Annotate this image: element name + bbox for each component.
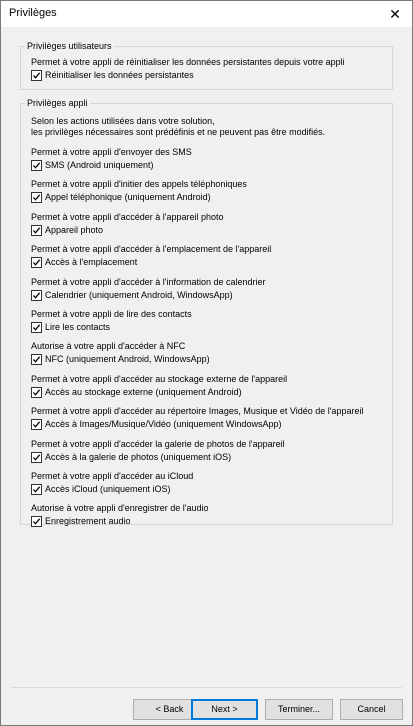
checkbox-label: Lire les contacts	[45, 322, 111, 332]
checkbox-label: Calendrier (uniquement Android, WindowsApp)	[45, 289, 233, 300]
checkmark-icon	[32, 258, 41, 267]
privilege-description: Permet à votre appli d'initier des appels téléphoniques	[31, 179, 247, 190]
checkbox-label: Accès à la galerie de photos (uniquement iOS)	[45, 451, 232, 462]
checkbox-label: SMS (Android uniquement)	[45, 160, 154, 170]
checkbox-box[interactable]	[31, 160, 42, 171]
user-privileges-legend: Privilèges utilisateurs	[27, 41, 112, 51]
checkmark-icon	[32, 323, 41, 332]
checkbox-label: Enregistrement audio	[45, 516, 131, 527]
privilege-checkbox[interactable]	[31, 192, 211, 205]
back-button[interactable]: < Back	[133, 699, 206, 720]
privilege-checkbox[interactable]	[31, 484, 171, 497]
checkbox-box[interactable]	[31, 290, 42, 301]
privilege-checkbox[interactable]	[31, 419, 281, 432]
privilege-checkbox[interactable]	[31, 516, 131, 529]
title-bar	[1, 1, 412, 27]
app-privileges-legend: Privilèges appli	[27, 98, 88, 108]
checkbox-box[interactable]	[31, 257, 42, 268]
checkbox-label: NFC (uniquement Android, WindowsApp)	[45, 354, 210, 365]
cancel-button[interactable]: Cancel	[340, 699, 403, 720]
checkbox-label: Accès iCloud (uniquement iOS)	[45, 484, 171, 494]
checkbox-box[interactable]	[31, 225, 42, 236]
checkbox-label: Réinitialiser les données persistantes	[45, 70, 194, 80]
checkbox-label: Appareil photo	[45, 224, 104, 235]
checkbox-box[interactable]	[31, 516, 42, 527]
checkmark-icon	[32, 161, 41, 170]
privilege-checkbox[interactable]	[31, 452, 231, 465]
privilege-description: Permet à votre appli d'accéder à l'emplacement de l'appareil	[31, 244, 272, 255]
checkbox-label: Accès au stockage externe (uniquement Android)	[45, 386, 242, 397]
privilege-description: Autorise à votre appli d'enregistrer de l'audio	[31, 503, 209, 514]
checkbox-box[interactable]	[31, 484, 42, 495]
app-privileges-intro-line1: Selon les actions utilisées dans votre solution,	[31, 116, 215, 126]
privilege-checkbox[interactable]	[31, 322, 110, 335]
privilege-description: Permet à votre appli d'envoyer des SMS	[31, 147, 192, 157]
checkbox-box[interactable]	[31, 387, 42, 398]
checkmark-icon	[32, 355, 41, 364]
checkmark-icon	[32, 453, 41, 462]
privilege-checkbox[interactable]	[31, 354, 210, 367]
app-privileges-intro-line2: les privilèges nécessaires sont prédéfinis et ne peuvent pas être modifiés.	[31, 127, 326, 137]
finish-button[interactable]: Terminer...	[265, 699, 333, 720]
checkbox-box[interactable]	[31, 192, 42, 203]
privilege-description: Permet à votre appli d'accéder à l'appareil photo	[31, 211, 224, 222]
privilege-checkbox[interactable]	[31, 387, 242, 400]
privilege-checkbox[interactable]	[31, 290, 233, 303]
checkbox-box[interactable]	[31, 322, 42, 333]
checkbox-label: Accès à Images/Musique/Vidéo (uniquement WindowsApp)	[45, 419, 282, 430]
privilege-description: Permet à votre appli d'accéder à l'information de calendrier	[31, 276, 266, 287]
privilege-description: Permet à votre appli de lire des contacts	[31, 309, 192, 319]
checkbox-label: Accès à l'emplacement	[45, 257, 138, 268]
privilege-description: Permet à votre appli d'accéder au stockage externe de l'appareil	[31, 373, 288, 384]
checkmark-icon	[32, 485, 41, 494]
checkmark-icon	[32, 388, 41, 397]
privilege-checkbox[interactable]	[31, 160, 154, 173]
checkmark-icon	[32, 71, 41, 80]
checkmark-icon	[32, 517, 41, 526]
privilege-checkbox[interactable]	[31, 257, 137, 270]
privilege-description: Permet à votre appli d'accéder au iCloud	[31, 471, 194, 481]
app-privileges-group	[20, 98, 393, 527]
next-button[interactable]: Next >	[191, 699, 258, 720]
privilege-description: Permet à votre appli d'accéder la galerie de photos de l'appareil	[31, 438, 285, 449]
user-privileges-description: Permet à votre appli de réinitialiser les données persistantes depuis votre appli	[31, 57, 345, 67]
footer-divider	[11, 687, 402, 688]
checkmark-icon	[32, 291, 41, 300]
checkmark-icon	[32, 420, 41, 429]
close-icon[interactable]: ✕	[389, 6, 401, 22]
window-title: Privilèges	[9, 7, 57, 19]
checkbox-box[interactable]	[31, 354, 42, 365]
checkbox-box[interactable]	[31, 419, 42, 430]
checkbox-box[interactable]	[31, 70, 42, 81]
checkbox-box[interactable]	[31, 452, 42, 463]
privilege-description: Autorise à votre appli d'accéder à NFC	[31, 341, 186, 352]
user-privileges-group	[20, 41, 393, 90]
checkmark-icon	[32, 226, 41, 235]
checkmark-icon	[32, 193, 41, 202]
privilege-checkbox[interactable]	[31, 225, 103, 238]
reset-persistent-data-checkbox[interactable]	[31, 70, 194, 83]
privilege-description: Permet à votre appli d'accéder au répertoire Images, Musique et Vidéo de l'appareil	[31, 406, 364, 417]
checkbox-label: Appel téléphonique (uniquement Android)	[45, 192, 211, 203]
